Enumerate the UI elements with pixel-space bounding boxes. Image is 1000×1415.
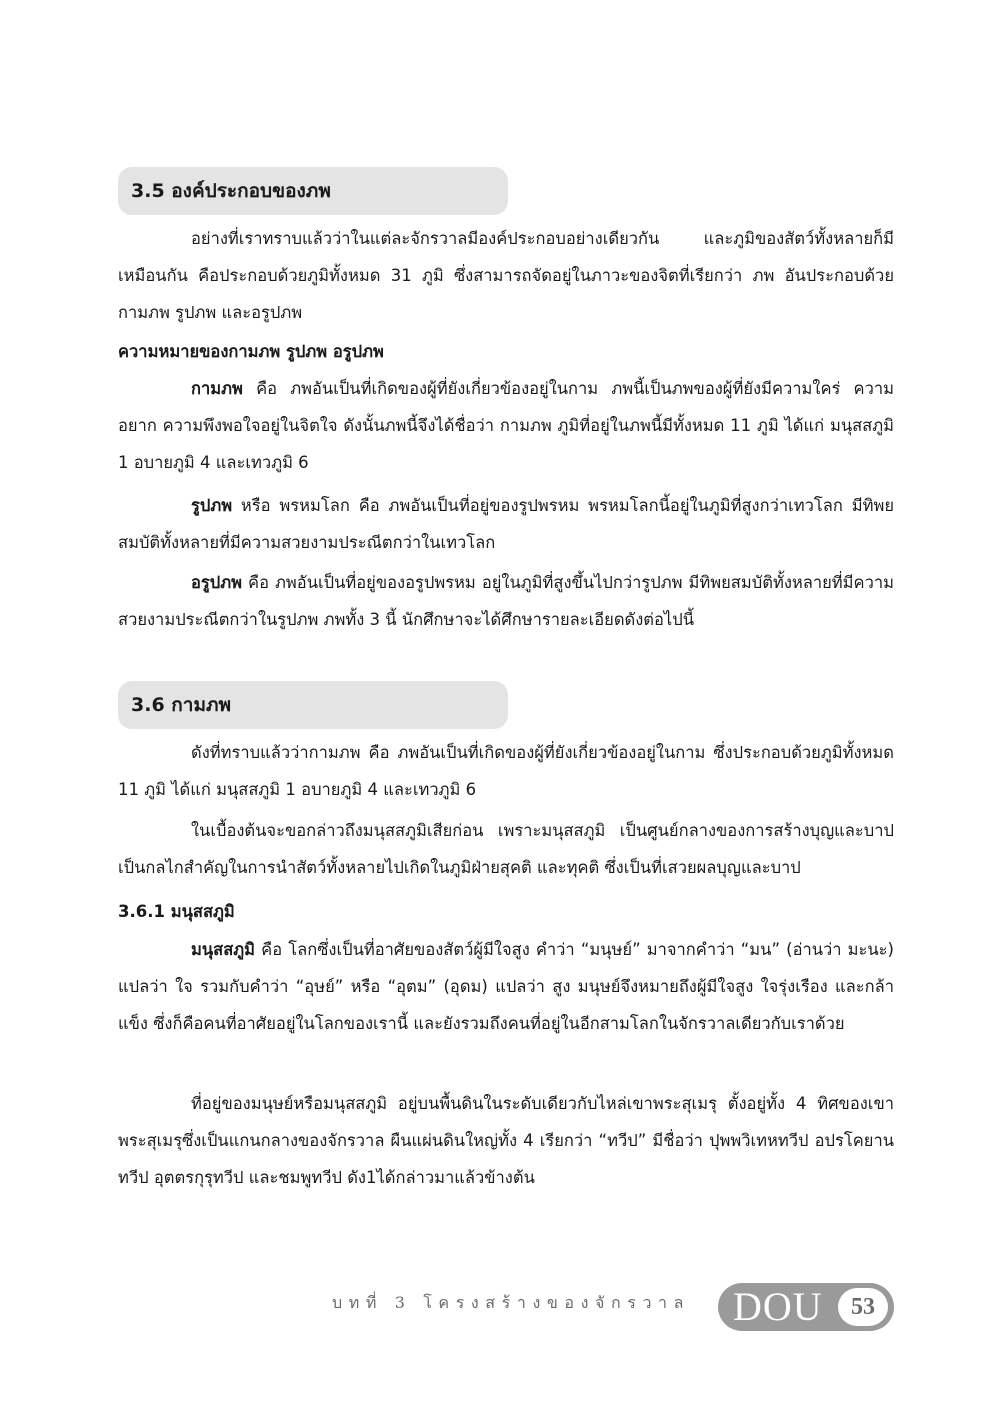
- manussabhumi-term: มนุสสภูมิ: [191, 940, 256, 959]
- section-3-6-paragraph-4: ที่อยู่ของมนุษย์หรือมนุสสภูมิ อยู่บนพื้นดินในระดับเดียวกับไหล่เขาพระสุเมรุ ตั้งอยู่ทั้ง 4 ทิศของเขาพระสุเมรุซึ่งเป็นแกนกลางของจักรวาล ผืนแผ่นดินใหญ่ทั้ง 4 เรียกว่า “ทวีป” มีชื่อว่า ปุพพวิเทหทวีป อปรโคยานทวีป อุตตรกุรุทวีป และชมพูทวีป ดัง1ได้กล่าวมาแล้วข้างต้น: [118, 1094, 894, 1187]
- section-3-6-paragraph-2: ในเบื้องต้นจะขอกล่าวถึงมนุสสภูมิเสียก่อน เพราะมนุสสภูมิ เป็นศูนย์กลางของการสร้างบุญและบาป เป็นกลไกสำคัญในการนำสัตว์ทั้งหลายไปเกิดในภูมิฝ่ายสุคติ และทุคติ ซึ่งเป็นที่เสวยผลบุญและบาป: [118, 821, 894, 877]
- manussabhumi-paragraph: [118, 931, 894, 1042]
- section-3-6-paragraph-1: ดังที่ทราบแล้วว่ากามภพ คือ ภพอันเป็นที่เกิดของผู้ที่ยังเกี่ยวข้องอยู่ในกาม ซึ่งประกอบด้วยภูมิทั้งหมด 11 ภูมิ ได้แก่ มนุสสภูมิ 1 อบายภูมิ 4 และเทวภูมิ 6: [118, 743, 894, 799]
- section-3-5-title: 3.5 องค์ประกอบของภพ: [131, 180, 331, 202]
- chapter-footer-text: บทที่ 3 โครงสร้างของจักรวาล: [332, 1293, 691, 1312]
- kamabhava-text: คือ ภพอันเป็นที่เกิดของผู้ที่ยังเกี่ยวข้องอยู่ในกาม ภพนี้เป็นภพของผู้ที่ยังมีความใคร่ ความอยาก ความพึงพอใจอยู่ในจิตใจ ดังนั้นภพนี้จึงได้ชื่อว่า กามภพ ภูมิที่อยู่ในภพนี้มีทั้งหมด 11 ภูมิ ได้แก่ มนุสสภูมิ 1 อบายภูมิ 4 และเทวภูมิ 6: [118, 379, 894, 472]
- arupabhava-paragraph: [118, 564, 894, 638]
- section-3-6-header: [118, 681, 508, 729]
- page-number: 53: [838, 1288, 888, 1326]
- section-3-5-intro: อย่างที่เราทราบแล้วว่าในแต่ละจักรวาลมีองค์ประกอบอย่างเดียวกัน และภูมิของสัตว์ทั้งหลายก็มีเหมือนกัน คือประกอบด้วยภูมิทั้งหมด 31 ภูมิ ซึ่งสามารถจัดอยู่ในภาวะของจิตที่เรียกว่า ภพ อันประกอบด้วย กามภพ รูปภพ และอรูปภพ: [118, 229, 894, 322]
- rupabhava-text: หรือ พรหมโลก คือ ภพอันเป็นที่อยู่ของรูปพรหม พรหมโลกนี้อยู่ในภูมิที่สูงกว่าเทวโลก มีทิพยสมบัติทั้งหลายที่มีความสวยงามประณีตกว่าในเทวโลก: [118, 496, 894, 552]
- bhava-meaning-subheading: ความหมายของกามภพ รูปภพ อรูปภพ: [118, 342, 384, 361]
- manussabhumi-subheading: 3.6.1 มนุสสภูมิ: [118, 902, 235, 921]
- dou-logo: DOU: [733, 1284, 823, 1329]
- section-3-5-header: [118, 167, 508, 215]
- arupabhava-text: คือ ภพอันเป็นที่อยู่ของอรูปพรหม อยู่ในภูมิที่สูงขึ้นไปกว่ารูปภพ มีทิพยสมบัติทั้งหลายที่มีความสวยงามประณีตกว่าในรูปภพ ภพทั้ง 3 นี้ นักศึกษาจะได้ศึกษารายละเอียดดังต่อไปนี้: [118, 573, 894, 629]
- section-3-6-title: 3.6 กามภพ: [131, 694, 232, 716]
- rupabhava-term: รูปภพ: [191, 496, 233, 515]
- manussabhumi-text: คือ โลกซึ่งเป็นที่อาศัยของสัตว์ผู้มีใจสูง คำว่า “มนุษย์” มาจากคำว่า “มน” (อ่านว่า มะนะ) แปลว่า ใจ รวมกับคำว่า “อุษย์” หรือ “อุตม” (อุดม) แปลว่า สูง มนุษย์จึงหมายถึงผู้มีใจสูง ใจรุ่งเรือง และกล้าแข็ง ซึ่งก็คือคนที่อาศัยอยู่ในโลกของเรานี้ และยังรวมถึงคนที่อยู่ในอีกสามโลกในจักรวาลเดียวกับเราด้วย: [118, 940, 894, 1033]
- rupabhava-paragraph: [118, 487, 894, 561]
- kamabhava-term: กามภพ: [191, 379, 243, 398]
- kamabhava-paragraph: [118, 370, 894, 481]
- arupabhava-term: อรูปภพ: [191, 573, 242, 592]
- dou-logo-badge: [718, 1283, 894, 1331]
